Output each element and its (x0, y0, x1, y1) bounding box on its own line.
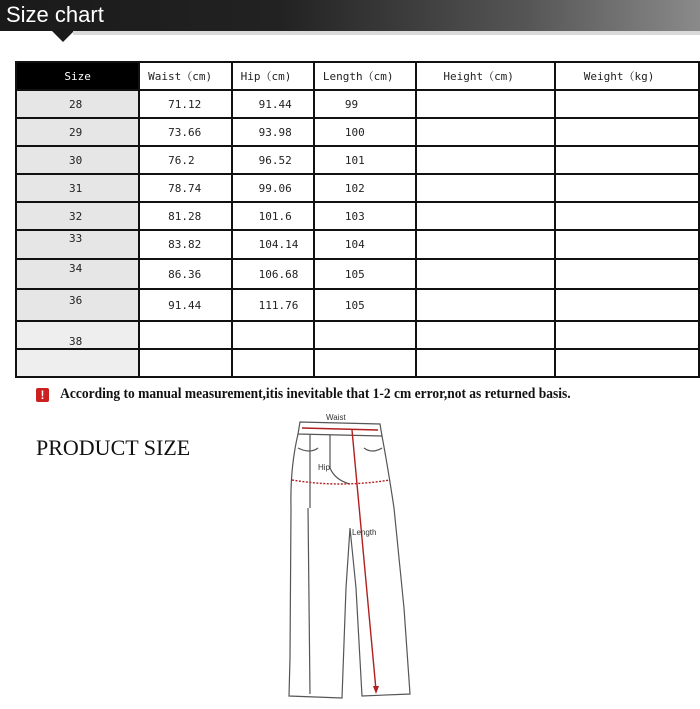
weight-cell (555, 118, 699, 146)
height-cell (416, 174, 554, 202)
column-header-hip: Hip（cm) (232, 62, 314, 90)
length-measure-line (352, 430, 376, 690)
size-cell (16, 349, 139, 377)
waist-cell: 86.36 (139, 259, 232, 289)
table-row (16, 202, 699, 230)
length-cell (314, 349, 416, 377)
weight-cell (555, 146, 699, 174)
height-cell (416, 90, 554, 118)
column-header-waist: Waist（cm) (139, 62, 232, 90)
banner-notch (52, 31, 74, 42)
height-cell (416, 202, 554, 230)
table-header-row (16, 62, 699, 90)
length-cell: 101 (314, 146, 416, 174)
table-row (16, 146, 699, 174)
waist-cell: 73.66 (139, 118, 232, 146)
height-cell (416, 118, 554, 146)
weight-cell (555, 259, 699, 289)
size-cell: 36 (16, 289, 139, 321)
size-chart-table (15, 61, 700, 378)
length-cell: 105 (314, 259, 416, 289)
hip-label: Hip (318, 463, 331, 472)
length-cell: 105 (314, 289, 416, 321)
hip-cell: 106.68 (232, 259, 314, 289)
weight-cell (555, 90, 699, 118)
height-cell (416, 230, 554, 259)
weight-cell (555, 349, 699, 377)
height-cell (416, 349, 554, 377)
size-cell: 33 (16, 230, 139, 259)
waist-label: Waist (326, 413, 346, 422)
waist-measure-line (302, 428, 378, 430)
waist-cell: 76.2 (139, 146, 232, 174)
size-cell: 31 (16, 174, 139, 202)
hip-cell: 91.44 (232, 90, 314, 118)
length-cell: 102 (314, 174, 416, 202)
hip-cell: 104.14 (232, 230, 314, 259)
warning-icon: ! (36, 388, 49, 402)
pants-diagram (280, 408, 420, 704)
table-row (16, 230, 699, 259)
table-row (16, 349, 699, 377)
weight-cell (555, 321, 699, 349)
weight-cell (555, 230, 699, 259)
hip-cell: 96.52 (232, 146, 314, 174)
height-cell (416, 321, 554, 349)
length-cell: 104 (314, 230, 416, 259)
waist-cell (139, 321, 232, 349)
weight-cell (555, 202, 699, 230)
weight-cell (555, 174, 699, 202)
hip-cell: 101.6 (232, 202, 314, 230)
length-label: Length (352, 528, 377, 537)
size-cell: 28 (16, 90, 139, 118)
waist-cell (139, 349, 232, 377)
header-banner (0, 0, 700, 31)
notice-text: According to manual measurement,itis inevitable that 1-2 cm error,not as returned basis. (60, 386, 571, 402)
table-row (16, 174, 699, 202)
height-cell (416, 259, 554, 289)
size-cell: 29 (16, 118, 139, 146)
product-size-title: PRODUCT SIZE (36, 435, 191, 460)
arrow-icon (373, 686, 379, 694)
size-cell: 30 (16, 146, 139, 174)
length-cell: 103 (314, 202, 416, 230)
length-cell (314, 321, 416, 349)
hip-cell: 93.98 (232, 118, 314, 146)
table-row (16, 118, 699, 146)
size-cell: 32 (16, 202, 139, 230)
size-cell: 38 (16, 321, 139, 349)
height-cell (416, 289, 554, 321)
waist-cell: 91.44 (139, 289, 232, 321)
weight-cell (555, 289, 699, 321)
waist-cell: 83.82 (139, 230, 232, 259)
height-cell (416, 146, 554, 174)
column-header-weight: Weight（kg) (555, 62, 699, 90)
table-row (16, 289, 699, 321)
table-row (16, 321, 699, 349)
banner-divider (73, 31, 700, 35)
length-cell: 100 (314, 118, 416, 146)
waist-cell: 81.28 (139, 202, 232, 230)
column-header-height: Height（cm) (416, 62, 554, 90)
waist-cell: 78.74 (139, 174, 232, 202)
size-cell: 34 (16, 259, 139, 289)
length-cell: 99 (314, 90, 416, 118)
pants-outline (289, 422, 410, 698)
measurement-notice (36, 386, 571, 403)
hip-cell: 111.76 (232, 289, 314, 321)
hip-cell (232, 349, 314, 377)
waist-cell: 71.12 (139, 90, 232, 118)
hip-cell (232, 321, 314, 349)
column-header-size: Size (16, 62, 139, 90)
table-row (16, 90, 699, 118)
page-title: Size chart (6, 2, 104, 27)
hip-cell: 99.06 (232, 174, 314, 202)
column-header-length: Length（cm) (314, 62, 416, 90)
table-row (16, 259, 699, 289)
